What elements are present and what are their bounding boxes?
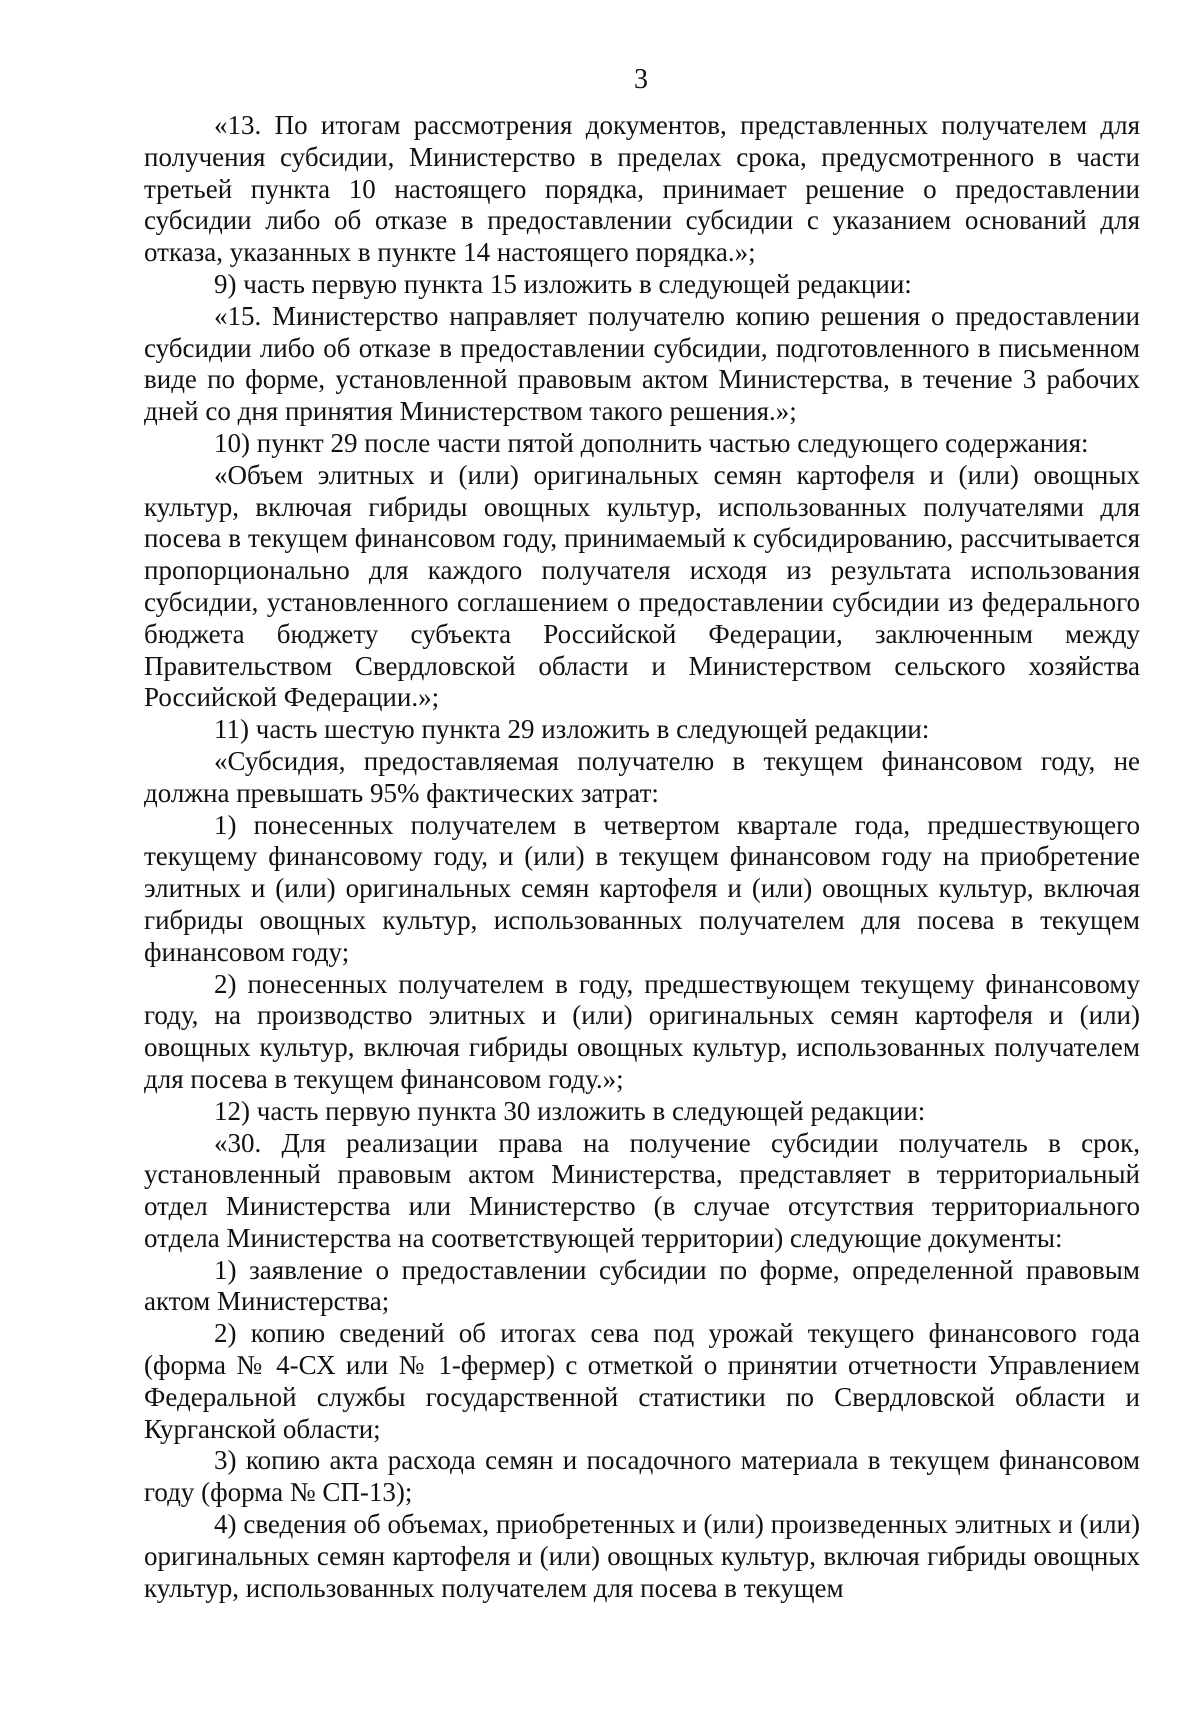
- paragraph-seed-volume: «Объем элитных и (или) оригинальных семян картофеля и (или) овощных культур, включая гибриды овощных культур, использованных получателями для посева в текущем финансовом году, принимаемый к субсидированию, рассчитывается пропорционально для каждого получателя исходя из результата использования субсидии, установленного соглашением о предоставлении субсидии из федерального бюджета бюджету субъекта Российской Федерации, заключенным между Правительством Свердловской области и Министерством сельского хозяйства Российской Федерации.»;: [144, 459, 1140, 713]
- list-item-documents-1: 1) заявление о предоставлении субсидии по форме, определенной правовым актом Министерства;: [144, 1254, 1140, 1317]
- paragraph-item-13: «13. По итогам рассмотрения документов, представленных получателем для получения субсидии, Министерство в пределах срока, предусмотренного в части третьей пункта 10 настоящего порядка, принимает решение о предоставлении субсидии либо об отказе в предоставлении субсидии с указанием оснований для отказа, указанных в пункте 14 настоящего порядка.»;: [144, 110, 1140, 268]
- list-item-costs-2: 2) понесенных получателем в году, предшествующем текущему финансовому году, на производство элитных и (или) оригинальных семян картофеля и (или) овощных культур, включая гибриды овощных культур, использованных получателем для посева в текущем финансовом году.»;: [144, 968, 1140, 1094]
- paragraph-item-15: «15. Министерство направляет получателю копию решения о предоставлении субсидии либо об отказе в предоставлении субсидии, подготовленного в письменном виде по форме, установленной правовым актом Министерства, в течение 3 рабочих дней со дня принятия Министерством такого решения.»;: [144, 300, 1140, 427]
- list-item-documents-2: 2) копию сведений об итогах сева под урожай текущего финансового года (форма № 4-СХ или № 1-фермер) с отметкой о принятии отчетности Управлением Федеральной службы государственной статистики по Свердловской области и Курганской области;: [144, 1318, 1140, 1444]
- list-item-documents-4: 4) сведения об объемах, приобретенных и (или) произведенных элитных и (или) оригинальных семян картофеля и (или) овощных культур, включая гибриды овощных культур, использованных получателем для посева в текущем: [144, 1509, 1140, 1603]
- document-body: [144, 110, 1140, 1604]
- list-item-costs-1: 1) понесенных получателем в четвертом квартале года, предшествующего текущему финансовому году, и (или) в текущем финансовом году на приобретение элитных и (или) оригинальных семян картофеля и (или) овощных культур, включая гибриды овощных культур, использованных получателем для посева в текущем финансовом году;: [144, 809, 1140, 967]
- amendment-11: 11) часть шестую пункта 29 изложить в следующей редакции:: [214, 714, 930, 745]
- list-item-documents-3: 3) копию акта расхода семян и посадочного материала в текущем финансовом году (форма № СП-13);: [144, 1445, 1140, 1508]
- paragraph-item-30: «30. Для реализации права на получение субсидии получатель в срок, установленный правовым актом Министерства, представляет в территориальный отдел Министерства или Министерство (в случае отсутствия территориального отдела Министерства на соответствующей территории) следующие документы:: [144, 1127, 1140, 1253]
- paragraph-subsidy-limit: «Субсидия, предоставляемая получателю в текущем финансовом году, не должна превышать 95% фактических затрат:: [144, 745, 1140, 808]
- amendment-12: 12) часть первую пункта 30 изложить в следующей редакции:: [214, 1095, 926, 1126]
- page-number: 3: [634, 64, 648, 95]
- amendment-9: 9) часть первую пункта 15 изложить в следующей редакции:: [214, 268, 912, 299]
- amendment-10: 10) пункт 29 после части пятой дополнить частью следующего содержания:: [214, 427, 1089, 458]
